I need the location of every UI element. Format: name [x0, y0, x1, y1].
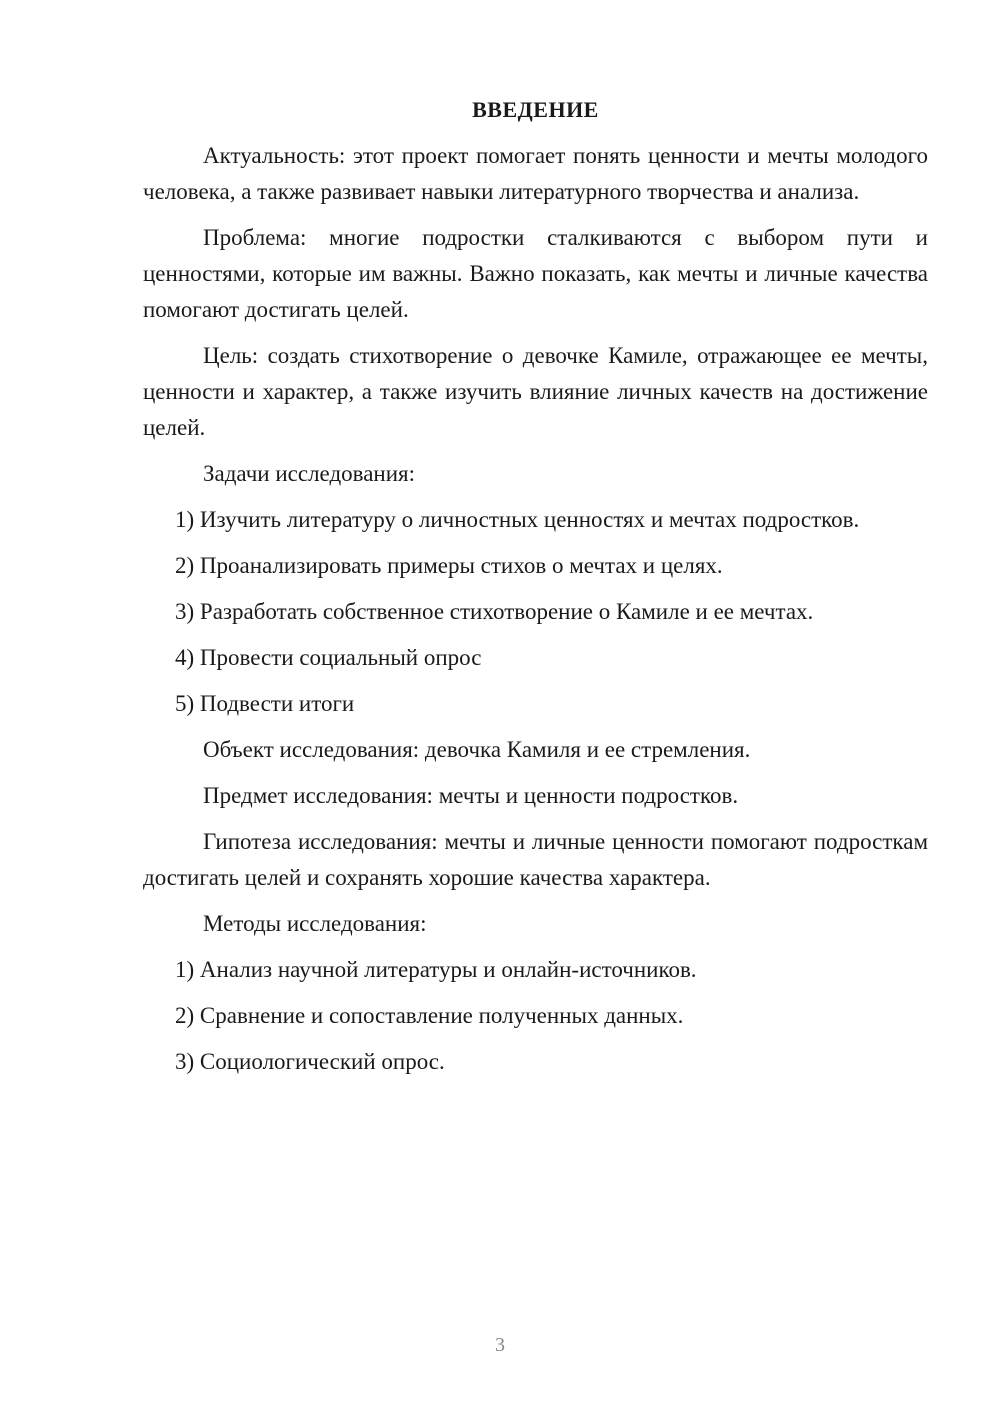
page-number: 3 — [495, 1334, 505, 1356]
task-item: 2) Проанализировать примеры стихов о мечтах и целях. — [175, 553, 723, 578]
task-item: 5) Подвести итоги — [175, 691, 355, 716]
task-item: 1) Изучить литературу о личностных ценностях и мечтах подростков. — [175, 507, 860, 532]
subject-paragraph: Предмет исследования: мечты и ценности подростков. — [203, 783, 739, 808]
document-page — [143, 92, 928, 1090]
relevance-paragraph: Актуальность: этот проект помогает понять ценности и мечты молодого человека, а также развивает навыки литературного творчества и анализа. — [143, 143, 928, 204]
goal-paragraph: Цель: создать стихотворение о девочке Камиле, отражающее ее мечты, ценности и характер, а также изучить влияние личных качеств на достижение целей. — [143, 343, 928, 440]
method-item: 2) Сравнение и сопоставление полученных данных. — [175, 1003, 684, 1028]
method-item: 1) Анализ научной литературы и онлайн-источников. — [175, 957, 697, 982]
problem-paragraph: Проблема: многие подростки сталкиваются с выбором пути и ценностями, которые им важны. Важно показать, как мечты и личные качества помогают достигать целей. — [143, 225, 928, 322]
task-item: 3) Разработать собственное стихотворение о Камиле и ее мечтах. — [175, 599, 814, 624]
methods-list — [143, 952, 928, 1080]
document-title: ВВЕДЕНИЕ — [472, 97, 599, 122]
tasks-list — [143, 502, 928, 722]
task-item: 4) Провести социальный опрос — [175, 645, 482, 670]
methods-heading: Методы исследования: — [203, 911, 427, 936]
tasks-heading: Задачи исследования: — [203, 461, 416, 486]
object-paragraph: Объект исследования: девочка Камиля и ее стремления. — [203, 737, 751, 762]
hypothesis-paragraph: Гипотеза исследования: мечты и личные ценности помогают подросткам достигать целей и сохранять хорошие качества характера. — [143, 829, 928, 890]
method-item: 3) Социологический опрос. — [175, 1049, 445, 1074]
